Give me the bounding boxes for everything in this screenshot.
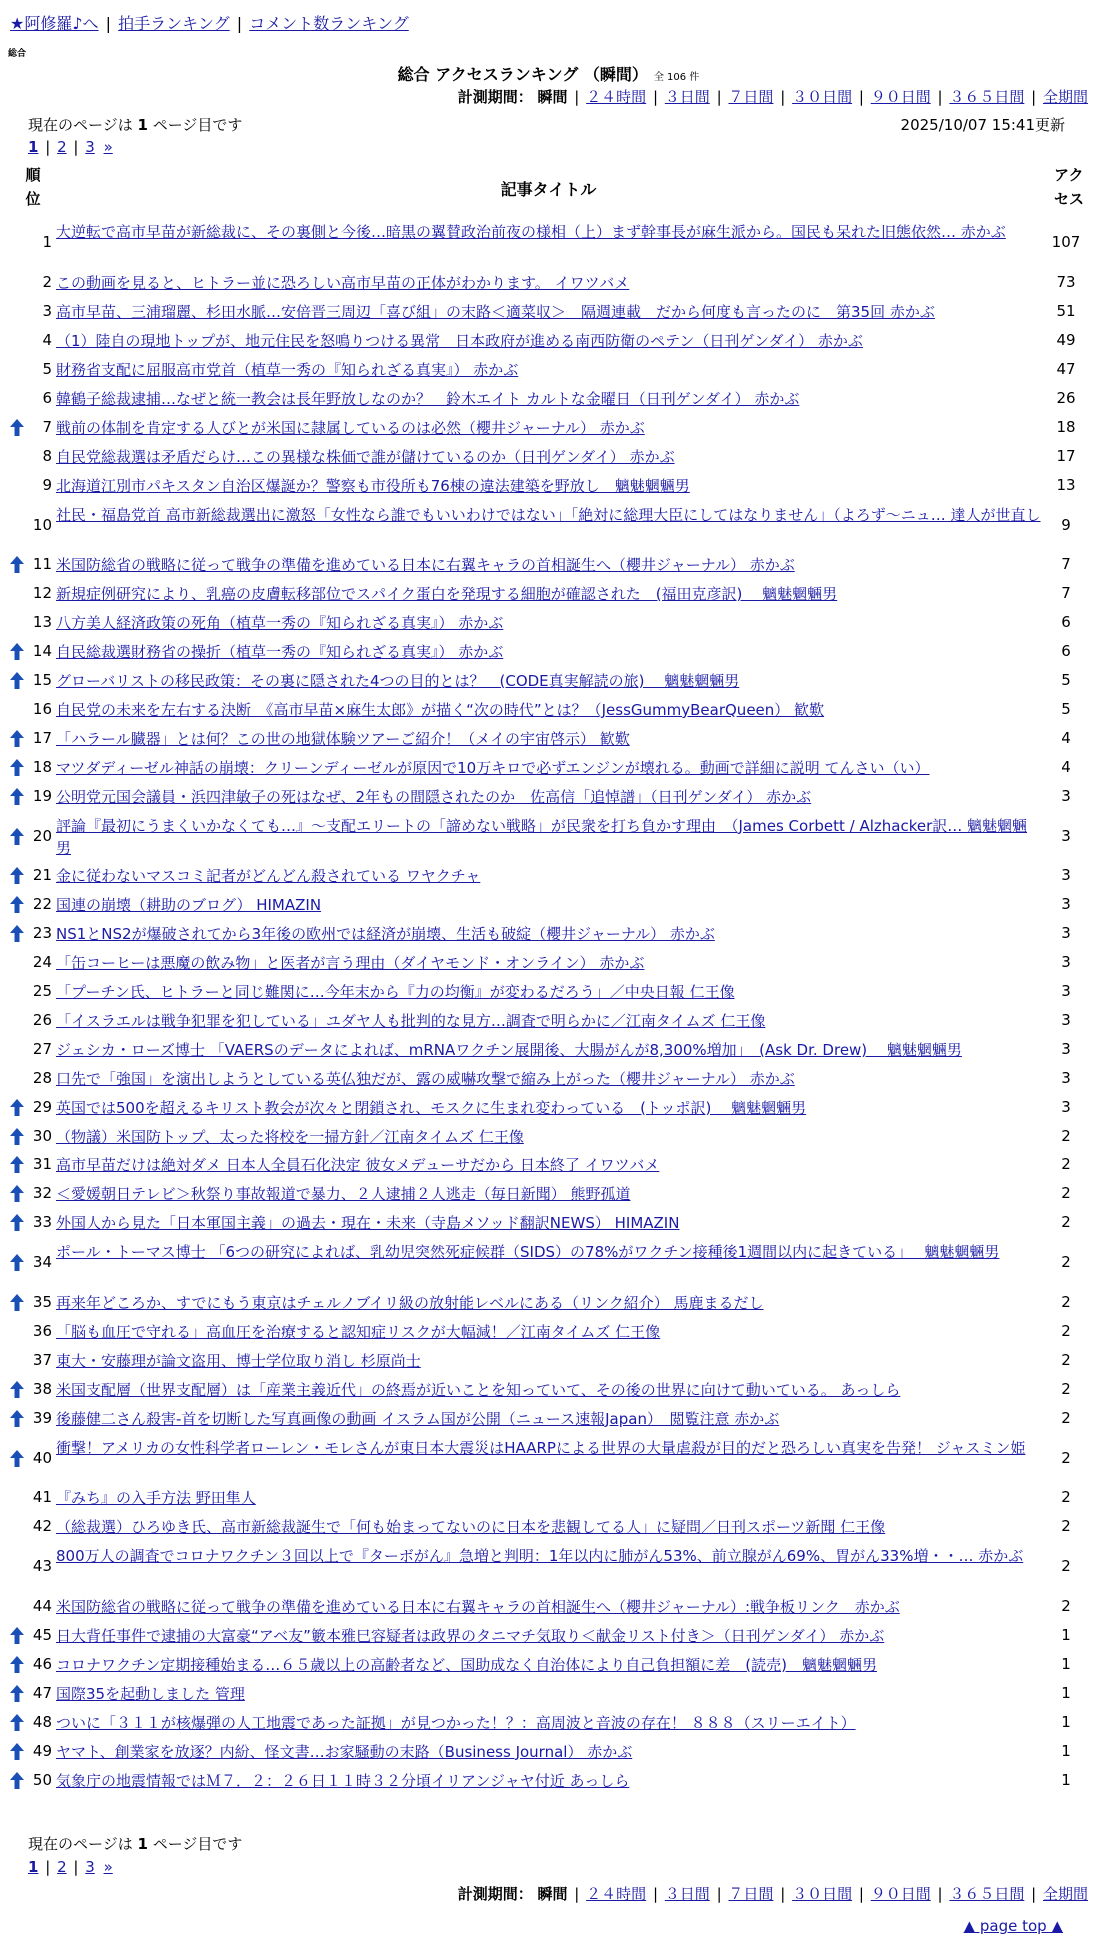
rank-number: 4 (42, 331, 52, 350)
access-count: 2 (1061, 1213, 1071, 1232)
ranking-row (0, 1679, 1097, 1708)
page-title-text: 総合 アクセスランキング （瞬間） (397, 65, 648, 84)
access-header-line2: セス (1054, 190, 1085, 208)
period-30d-link[interactable]: ３０日間 (792, 88, 853, 106)
rank-number: 22 (32, 895, 52, 914)
article-title-link[interactable]: 国際35を起動しました 管理 (56, 1684, 245, 1703)
access-count: 3 (1061, 982, 1071, 1001)
rank-header-line2: 位 (25, 190, 41, 208)
access-count: 5 (1061, 671, 1071, 690)
access-count: 1 (1061, 1770, 1071, 1789)
rank-number: 15 (32, 671, 52, 690)
period-90d-link[interactable]: ９０日間 (870, 88, 931, 106)
page-info-prefix: 現在のページは (28, 1835, 133, 1853)
rank-number: 14 (32, 642, 52, 661)
pager-page-1[interactable]: 1 (28, 1858, 39, 1876)
period-separator: | (1031, 88, 1037, 106)
article-title-link[interactable]: 「缶コーヒーは悪魔の飲み物」と医者が言う理由（ダイヤモンド・オンライン） 赤かぶ (56, 954, 645, 973)
article-title-link[interactable]: （総裁選）ひろゆき氏、高市新総裁誕生で「何も始まってないのに日本を悲観してる人」に疑問／日刊スポーツ新聞 仁王像 (56, 1518, 886, 1537)
period-separator: | (574, 1885, 580, 1903)
access-count: 49 (1056, 331, 1076, 350)
rank-number: 45 (32, 1626, 52, 1645)
article-title-link[interactable]: ポール・トーマス博士 「6つの研究によれば、乳幼児突然死症候群（SIDS）の78%がワクチン接種後1週間以内に起きている」 魑魅魍魎男 (56, 1243, 1000, 1262)
ranking-row (0, 638, 1097, 667)
rank-number: 10 (32, 515, 52, 534)
ranking-row (0, 298, 1097, 327)
access-count: 51 (1056, 302, 1076, 321)
ranking-row (0, 862, 1097, 891)
ranking-row (0, 782, 1097, 811)
article-title-link[interactable]: ついに「３１１が核爆弾の人工地震であった証拠」が見つかった！？：高周波と音波の存在！ ８８８（スリーエイト） (56, 1713, 856, 1732)
ranking-row (0, 500, 1097, 551)
access-count: 6 (1061, 642, 1071, 661)
ranking-row (0, 580, 1097, 609)
rank-number: 48 (32, 1712, 52, 1731)
rank-number: 9 (42, 475, 52, 494)
article-title-link[interactable]: 戦前の体制を肯定する人びとが米国に隷属しているのは必然（櫻井ジャーナル） 赤かぶ (56, 418, 645, 437)
pager-next[interactable]: » (103, 1858, 113, 1876)
period-label: 計測期間： (457, 1885, 533, 1903)
article-title-link[interactable]: 自民党総裁選は矛盾だらけ…この異様な株価で誰が儲けているのか（日刊ゲンダイ） 赤かぶ (56, 447, 675, 466)
ranking-row (0, 413, 1097, 442)
article-title-link[interactable]: 米国防総省の戦略に従って戦争の準備を進めている日本に右翼キャラの首相誕生へ（櫻井ジャーナル） 赤かぶ (56, 556, 795, 575)
pager-bottom (28, 1858, 113, 1876)
period-all-link[interactable]: 全期間 (1042, 1885, 1088, 1903)
rank-number: 49 (32, 1741, 52, 1760)
access-count: 2 (1061, 1350, 1071, 1369)
access-count: 2 (1061, 1517, 1071, 1536)
rank-number: 47 (32, 1683, 52, 1702)
ranking-row (0, 551, 1097, 580)
rank-number: 41 (32, 1488, 52, 1507)
rank-number: 28 (32, 1068, 52, 1087)
period-separator: | (652, 1885, 658, 1903)
ranking-row (0, 978, 1097, 1007)
period-current: 瞬間 (537, 1885, 568, 1903)
article-title-link[interactable]: 米国支配層（世界支配層）は「産業主義近代」の終焉が近いことを知っていて、その後の世界に向けて動いている。 あっしら (56, 1380, 901, 1399)
period-separator: | (937, 88, 943, 106)
rank-number: 31 (32, 1155, 52, 1174)
ranking-row (0, 1622, 1097, 1651)
access-count: 2 (1061, 1155, 1071, 1174)
article-title-link[interactable]: 米国防総省の戦略に従って戦争の準備を進めている日本に右翼キャラの首相誕生へ（櫻井ジャーナル）:戦争板リンク 赤かぶ (56, 1598, 900, 1617)
period-365d-link[interactable]: ３６５日間 (949, 88, 1025, 106)
article-title-link[interactable]: 衝撃！アメリカの女性科学者ローレン・モレさんが東日本大震災はHAARPによる世界の大量虐殺が目的だと恐ろしい真実を告発！ ジャスミン姫 (56, 1438, 1026, 1457)
access-count: 3 (1061, 826, 1071, 845)
article-title-link[interactable]: 「ハラール臓器」とは何？この世の地獄体験ツアーご紹介！（メイの宇宙啓示） 歓歎 (56, 729, 630, 748)
rank-number: 40 (32, 1448, 52, 1467)
access-column-header (1054, 163, 1090, 211)
article-title-link[interactable]: 評論『最初にうまくいかなくても…』〜支配エリートの「諦めない戦略」が民衆を打ち負かす理由 （James Corbett / Alzhacker訳… 魑魅魍魎男 (56, 816, 1028, 857)
rank-number: 27 (32, 1039, 52, 1058)
pager-page-3[interactable]: 3 (85, 1858, 95, 1876)
ranking-row (0, 811, 1097, 862)
article-title-link[interactable]: 国連の崩壊（耕助のブログ） HIMAZIN (56, 896, 322, 915)
nav-separator: | (236, 14, 243, 33)
rank-number: 12 (32, 584, 52, 603)
article-title-link[interactable]: 「脳も血圧で守れる」高血圧を治療すると認知症リスクが大幅減！／江南タイムズ 仁王像 (56, 1322, 661, 1341)
article-title-link[interactable]: （物議）米国防トップ、太った将校を一掃方針／江南タイムズ 仁王像 (56, 1127, 524, 1146)
page-info-prefix: 現在のページは (28, 116, 133, 134)
rank-number: 8 (42, 446, 52, 465)
rank-number: 7 (42, 417, 52, 436)
access-count: 2 (1061, 1321, 1071, 1340)
page-info-suffix: ページ目です (152, 1835, 243, 1853)
ranking-row (0, 1007, 1097, 1036)
rank-number: 20 (32, 826, 52, 845)
access-count: 2 (1061, 1293, 1071, 1312)
period-30d-link[interactable]: ３０日間 (792, 1885, 853, 1903)
access-header-line1: アク (1054, 166, 1084, 184)
access-count: 3 (1061, 1097, 1071, 1116)
rank-number: 50 (32, 1770, 52, 1789)
ranking-row (0, 696, 1097, 725)
article-title-link[interactable]: 公明党元国会議員・浜四津敏子の死はなぜ、2年もの間隠されたのか 佐高信「追悼譜」（日刊ゲンダイ） 赤かぶ (56, 787, 812, 806)
ranking-row (0, 1737, 1097, 1766)
page-info-number: 1 (137, 1835, 148, 1853)
access-count: 1 (1061, 1712, 1071, 1731)
page-info-top (28, 114, 242, 135)
access-count: 6 (1061, 613, 1071, 632)
access-count: 1 (1061, 1626, 1071, 1645)
access-count: 3 (1061, 866, 1071, 885)
ranking-row (0, 1708, 1097, 1737)
access-count: 5 (1061, 699, 1071, 718)
access-count: 3 (1061, 1068, 1071, 1087)
rank-number: 13 (32, 613, 52, 632)
access-count: 2 (1061, 1557, 1071, 1576)
article-title-link[interactable]: 財務省支配に屈服高市党首（植草一秀の『知られざる真実』） 赤かぶ (56, 361, 519, 380)
access-count: 3 (1061, 1039, 1071, 1058)
pager-separator: | (73, 1858, 79, 1876)
rank-number: 43 (32, 1557, 52, 1576)
article-title-link[interactable]: ＜愛媛朝日テレビ＞秋祭り事故報道で暴力、２人逮捕２人逃走（毎日新聞） 熊野孤道 (56, 1185, 631, 1204)
access-count: 2 (1061, 1379, 1071, 1398)
page-info-bottom (28, 1833, 242, 1854)
ranking-row (0, 385, 1097, 414)
pager-page-2[interactable]: 2 (57, 1858, 67, 1876)
rank-number: 1 (42, 233, 52, 252)
page-top-link[interactable]: ▲ page top ▲ (963, 1917, 1063, 1935)
ranking-row (0, 949, 1097, 978)
period-separator: | (1031, 1885, 1037, 1903)
access-count: 7 (1061, 555, 1071, 574)
period-90d-link[interactable]: ９０日間 (870, 1885, 931, 1903)
rank-number: 16 (32, 699, 52, 718)
period-separator: | (780, 1885, 786, 1903)
access-count: 2 (1061, 1408, 1071, 1427)
period-separator: | (858, 1885, 864, 1903)
access-count: 2 (1061, 1126, 1071, 1145)
article-title-link[interactable]: ヤマト、創業家を放逐？内紛、怪文書…お家騒動の末路（Business Journal） 赤かぶ (56, 1742, 633, 1761)
section-tag: 総合 (8, 49, 27, 59)
pager-separator: | (45, 1858, 51, 1876)
access-count: 1 (1061, 1654, 1071, 1673)
rank-number: 2 (42, 273, 52, 292)
title-column-header: 記事タイトル (500, 180, 597, 199)
pager-next[interactable]: » (103, 138, 113, 156)
rank-number: 34 (32, 1253, 52, 1272)
rank-number: 29 (32, 1097, 52, 1116)
ranking-row (0, 609, 1097, 638)
access-count: 13 (1056, 475, 1076, 494)
rank-number: 36 (32, 1321, 52, 1340)
article-title-link[interactable]: NS1とNS2が爆破されてから3年後の欧州では経済が崩壊、生活も破綻（櫻井ジャーナル） 赤かぶ (56, 925, 715, 944)
article-title-link[interactable]: 再来年どころか、すでにもう東京はチェルノブイリ級の放射能レベルにある（リンク紹介） 馬鹿まるだし (56, 1294, 764, 1313)
period-365d-link[interactable]: ３６５日間 (949, 1885, 1025, 1903)
article-title-link[interactable]: 自民党の未来を左右する決断 《高市早苗×麻生太郎》が描く“次の時代”とは？（JessGummyBearQueen） 歓歎 (56, 700, 825, 719)
ranking-row (0, 1542, 1097, 1593)
rank-number: 35 (32, 1293, 52, 1312)
access-count: 107 (1051, 233, 1081, 252)
pager-page-2[interactable]: 2 (57, 138, 67, 156)
article-title-link[interactable]: ジェシカ・ローズ博士 「VAERSのデータによれば、mRNAワクチン展開後、大腸がんが8,300%増加」 (Ask Dr. Drew) 魑魅魍魎男 (56, 1040, 962, 1059)
total-count: 全 106 件 (653, 72, 700, 83)
period-selector-top (458, 86, 1088, 107)
article-title-link[interactable]: 気象庁の地震情報ではＭ７．２：２６日１１時３２分頃イリアンジャヤ付近 あっしら (56, 1771, 630, 1790)
period-separator: | (716, 88, 722, 106)
access-count: 26 (1056, 388, 1076, 407)
article-title-link[interactable]: 「イスラエルは戦争犯罪を犯している」ユダヤ人も批判的な見方…調査で明らかに／江南タイムズ 仁王像 (56, 1011, 766, 1030)
updated-timestamp: 2025/10/07 15:41更新 (900, 116, 1065, 134)
ranking-row (0, 667, 1097, 696)
article-title-link[interactable]: グローバリストの移民政策：その裏に隠された4つの目的とは？ (CODE真実解読の旅) 魑魅魍魎男 (56, 672, 740, 691)
period-3d-link[interactable]: ３日間 (664, 1885, 710, 1903)
period-24h-link[interactable]: ２４時間 (586, 1885, 647, 1903)
period-separator: | (574, 88, 580, 106)
access-count: 7 (1061, 584, 1071, 603)
rank-number: 44 (32, 1597, 52, 1616)
period-selector-bottom (458, 1883, 1088, 1904)
access-count: 2 (1061, 1448, 1071, 1467)
rank-number: 32 (32, 1184, 52, 1203)
article-title-link[interactable]: 新規症例研究により、乳癌の皮膚転移部位でスパイク蛋白を発現する細胞が確認された (福田克彦訳) 魑魅魍魎男 (56, 585, 838, 604)
article-title-link[interactable]: 北海道江別市パキスタン自治区爆誕か？警察も市役所も76棟の違法建築を野放し 魑魅魍魎男 (56, 476, 690, 495)
pager-page-3[interactable]: 3 (85, 138, 95, 156)
rank-number: 39 (32, 1408, 52, 1427)
article-title-link[interactable]: 日大背任事件で逮捕の大富豪“アベ友”籔本雅巳容疑者は政界のタニマチ気取り＜献金リスト付き＞（日刊ゲンダイ） 赤かぶ (56, 1627, 885, 1646)
ranking-row (0, 327, 1097, 356)
ranking-row (0, 442, 1097, 471)
article-title-link[interactable]: 高市早苗だけは絶対ダメ 日本人全員石化決定 彼女メデューサだから 日本終了 イワツバメ (56, 1156, 660, 1175)
access-count: 4 (1061, 728, 1071, 747)
ranking-row (0, 1289, 1097, 1318)
article-title-link[interactable]: 口先で「強国」を演出しようとしている英仏独だが、露の威嚇攻撃で縮み上がった（櫻井ジャーナル） 赤かぶ (56, 1069, 795, 1088)
period-all-link[interactable]: 全期間 (1042, 88, 1088, 106)
ranking-row (0, 1433, 1097, 1484)
ranking-row (0, 1375, 1097, 1404)
ranking-row (0, 1593, 1097, 1622)
access-count: 47 (1056, 360, 1076, 379)
period-separator: | (652, 88, 658, 106)
article-title-link[interactable]: この動画を見ると、ヒトラー並に恐ろしい高市早苗の正体がわかります。 イワツバメ (56, 274, 630, 293)
rank-number: 18 (32, 757, 52, 776)
nav-separator: | (105, 14, 112, 33)
access-count: 3 (1061, 953, 1071, 972)
article-title-link[interactable]: コロナワクチン定期接種始まる…６５歳以上の高齢者など、国助成なく自治体により自己負担額に差 (読売) 魑魅魍魎男 (56, 1655, 877, 1674)
access-count: 73 (1056, 273, 1076, 292)
access-count: 1 (1061, 1683, 1071, 1702)
ranking-row (0, 1064, 1097, 1093)
article-title-link[interactable]: 東大・安藤理が論文盗用、博士学位取り消し 杉原尚士 (56, 1351, 421, 1370)
article-title-link[interactable]: （1）陸自の現地トップが、地元住民を怒鳴りつける異常 日本政府が進める南西防衛のペテン（日刊ゲンダイ） 赤かぶ (56, 332, 863, 351)
rank-number: 24 (32, 953, 52, 972)
ranking-row (0, 724, 1097, 753)
pager-top (28, 138, 113, 156)
rank-number: 33 (32, 1213, 52, 1232)
access-count: 2 (1061, 1488, 1071, 1507)
rank-header-line1: 順 (25, 166, 41, 184)
article-title-link[interactable]: 韓鶴子総裁逮捕…なぜと統一教会は長年野放しなのか？ 鈴木エイト カルトな金曜日（日刊ゲンダイ） 赤かぶ (56, 389, 800, 408)
ranking-row (0, 1209, 1097, 1238)
access-count: 3 (1061, 1010, 1071, 1029)
ranking-row (0, 1151, 1097, 1180)
period-separator: | (716, 1885, 722, 1903)
period-separator: | (937, 1885, 943, 1903)
access-count: 4 (1061, 757, 1071, 776)
access-count: 2 (1061, 1597, 1071, 1616)
ranking-row (0, 1766, 1097, 1795)
article-title-link[interactable]: 英国では500を超えるキリスト教会が次々と閉鎖され、モスクに生まれ変わっている (トッポ訳) 魑魅魍魎男 (56, 1098, 807, 1117)
ranking-row (0, 891, 1097, 920)
article-title-link[interactable]: マツダディーゼル神話の崩壊：クリーンディーゼルが原因で10万キロで必ずエンジンが壊れる。動画で詳細に説明 てんさい（い） (56, 758, 930, 777)
ranking-row (0, 1513, 1097, 1542)
ranking-row (0, 356, 1097, 385)
access-count: 18 (1056, 417, 1076, 436)
article-title-link[interactable]: 自民総裁選財務省の操折（植草一秀の『知られざる真実』） 赤かぶ (56, 643, 504, 662)
home-link[interactable]: ★阿修羅♪へ (10, 14, 99, 33)
page-title (0, 62, 1097, 85)
access-count: 3 (1061, 895, 1071, 914)
article-title-link[interactable]: 八方美人経済政策の死角（植草一秀の『知られざる真実』） 赤かぶ (56, 614, 504, 633)
rank-number: 17 (32, 728, 52, 747)
ranking-row (0, 471, 1097, 500)
rank-number: 42 (32, 1517, 52, 1536)
rank-number: 21 (32, 866, 52, 885)
period-separator: | (858, 88, 864, 106)
period-24h-link[interactable]: ２４時間 (586, 88, 647, 106)
rank-number: 38 (32, 1379, 52, 1398)
period-3d-link[interactable]: ３日間 (664, 88, 710, 106)
rank-number: 19 (32, 786, 52, 805)
access-count: 3 (1061, 924, 1071, 943)
pager-separator: | (45, 138, 51, 156)
rank-number: 23 (32, 924, 52, 943)
ranking-row (0, 218, 1097, 269)
page-info-suffix: ページ目です (152, 116, 243, 134)
article-title-link[interactable]: 「プーチン氏、ヒトラーと同じ難関に…今年末から『力の均衡』が変わるだろう」／中央日報 仁王像 (56, 983, 735, 1002)
rank-number: 37 (32, 1350, 52, 1369)
ranking-row (0, 1651, 1097, 1680)
article-title-link[interactable]: 大逆転で高市早苗が新総裁に、その裏側と今後…暗黒の翼賛政治前夜の様相（上）まず幹事長が麻生派から。国民も呆れた旧態依然… 赤かぶ (56, 223, 1006, 242)
period-7d-link[interactable]: ７日間 (728, 88, 774, 106)
rank-number: 25 (32, 982, 52, 1001)
rank-number: 5 (42, 360, 52, 379)
ranking-row (0, 1180, 1097, 1209)
period-7d-link[interactable]: ７日間 (728, 1885, 774, 1903)
ranking-row (0, 1093, 1097, 1122)
period-separator: | (780, 88, 786, 106)
ranking-row (0, 269, 1097, 298)
rank-number: 6 (42, 388, 52, 407)
access-count: 17 (1056, 446, 1076, 465)
rank-number: 3 (42, 302, 52, 321)
access-count: 3 (1061, 786, 1071, 805)
article-title-link[interactable]: 社民・福島党首 高市新総裁選出に激怒「女性なら誰でもいいわけではない」「絶対に総理大臣にしてはなりません」（よろず〜ニュ… 達人が世直し (56, 505, 1041, 524)
ranking-row (0, 1122, 1097, 1151)
ranking-row (0, 1035, 1097, 1064)
rank-number: 30 (32, 1126, 52, 1145)
article-title-link[interactable]: 金に従わないマスコミ記者がどんどん殺されている ワヤクチャ (56, 867, 481, 886)
rank-number: 11 (32, 555, 52, 574)
access-count: 2 (1061, 1184, 1071, 1203)
page-info-number: 1 (137, 116, 148, 134)
rank-number: 26 (32, 1010, 52, 1029)
ranking-row (0, 1318, 1097, 1347)
access-count: 9 (1061, 515, 1071, 534)
applause-ranking-link[interactable]: 拍手ランキング (118, 14, 230, 33)
ranking-row (0, 1484, 1097, 1513)
ranking-row (0, 1238, 1097, 1289)
ranking-row (0, 1346, 1097, 1375)
article-title-link[interactable]: 高市早苗、三浦瑠麗、杉田水脈…安倍晋三周辺「喜び組」の末路＜適菜収＞ 隔週連載 だから何度も言ったのに 第35回 赤かぶ (56, 303, 935, 322)
ranking-row (0, 1404, 1097, 1433)
period-label: 計測期間： (457, 88, 533, 106)
access-count: 1 (1061, 1741, 1071, 1760)
pager-separator: | (73, 138, 79, 156)
rank-number: 46 (32, 1654, 52, 1673)
top-nav (10, 11, 409, 34)
comment-ranking-link[interactable]: コメント数ランキング (249, 14, 409, 33)
ranking-row (0, 753, 1097, 782)
article-title-link[interactable]: 『みち』の入手方法 野田隼人 (56, 1489, 256, 1508)
article-title-link[interactable]: 外国人から見た「日本軍国主義」の過去・現在・未来（寺島メソッド翻訳NEWS） HIMAZIN (56, 1214, 680, 1233)
article-title-link[interactable]: 後藤健二さん殺害-首を切断した写真画像の動画 イスラム国が公開（ニュース速報Japan） 閲覧注意 赤かぶ (56, 1409, 780, 1428)
period-current: 瞬間 (537, 88, 568, 106)
pager-page-1[interactable]: 1 (28, 138, 39, 156)
ranking-row (0, 920, 1097, 949)
access-count: 2 (1061, 1253, 1071, 1272)
article-title-link[interactable]: 800万人の調査でコロナワクチン３回以上で『ターボがん』急増と判明：1年以内に肺がん53%、前立腺がん69%、胃がん33%増・・… 赤かぶ (56, 1547, 1024, 1566)
